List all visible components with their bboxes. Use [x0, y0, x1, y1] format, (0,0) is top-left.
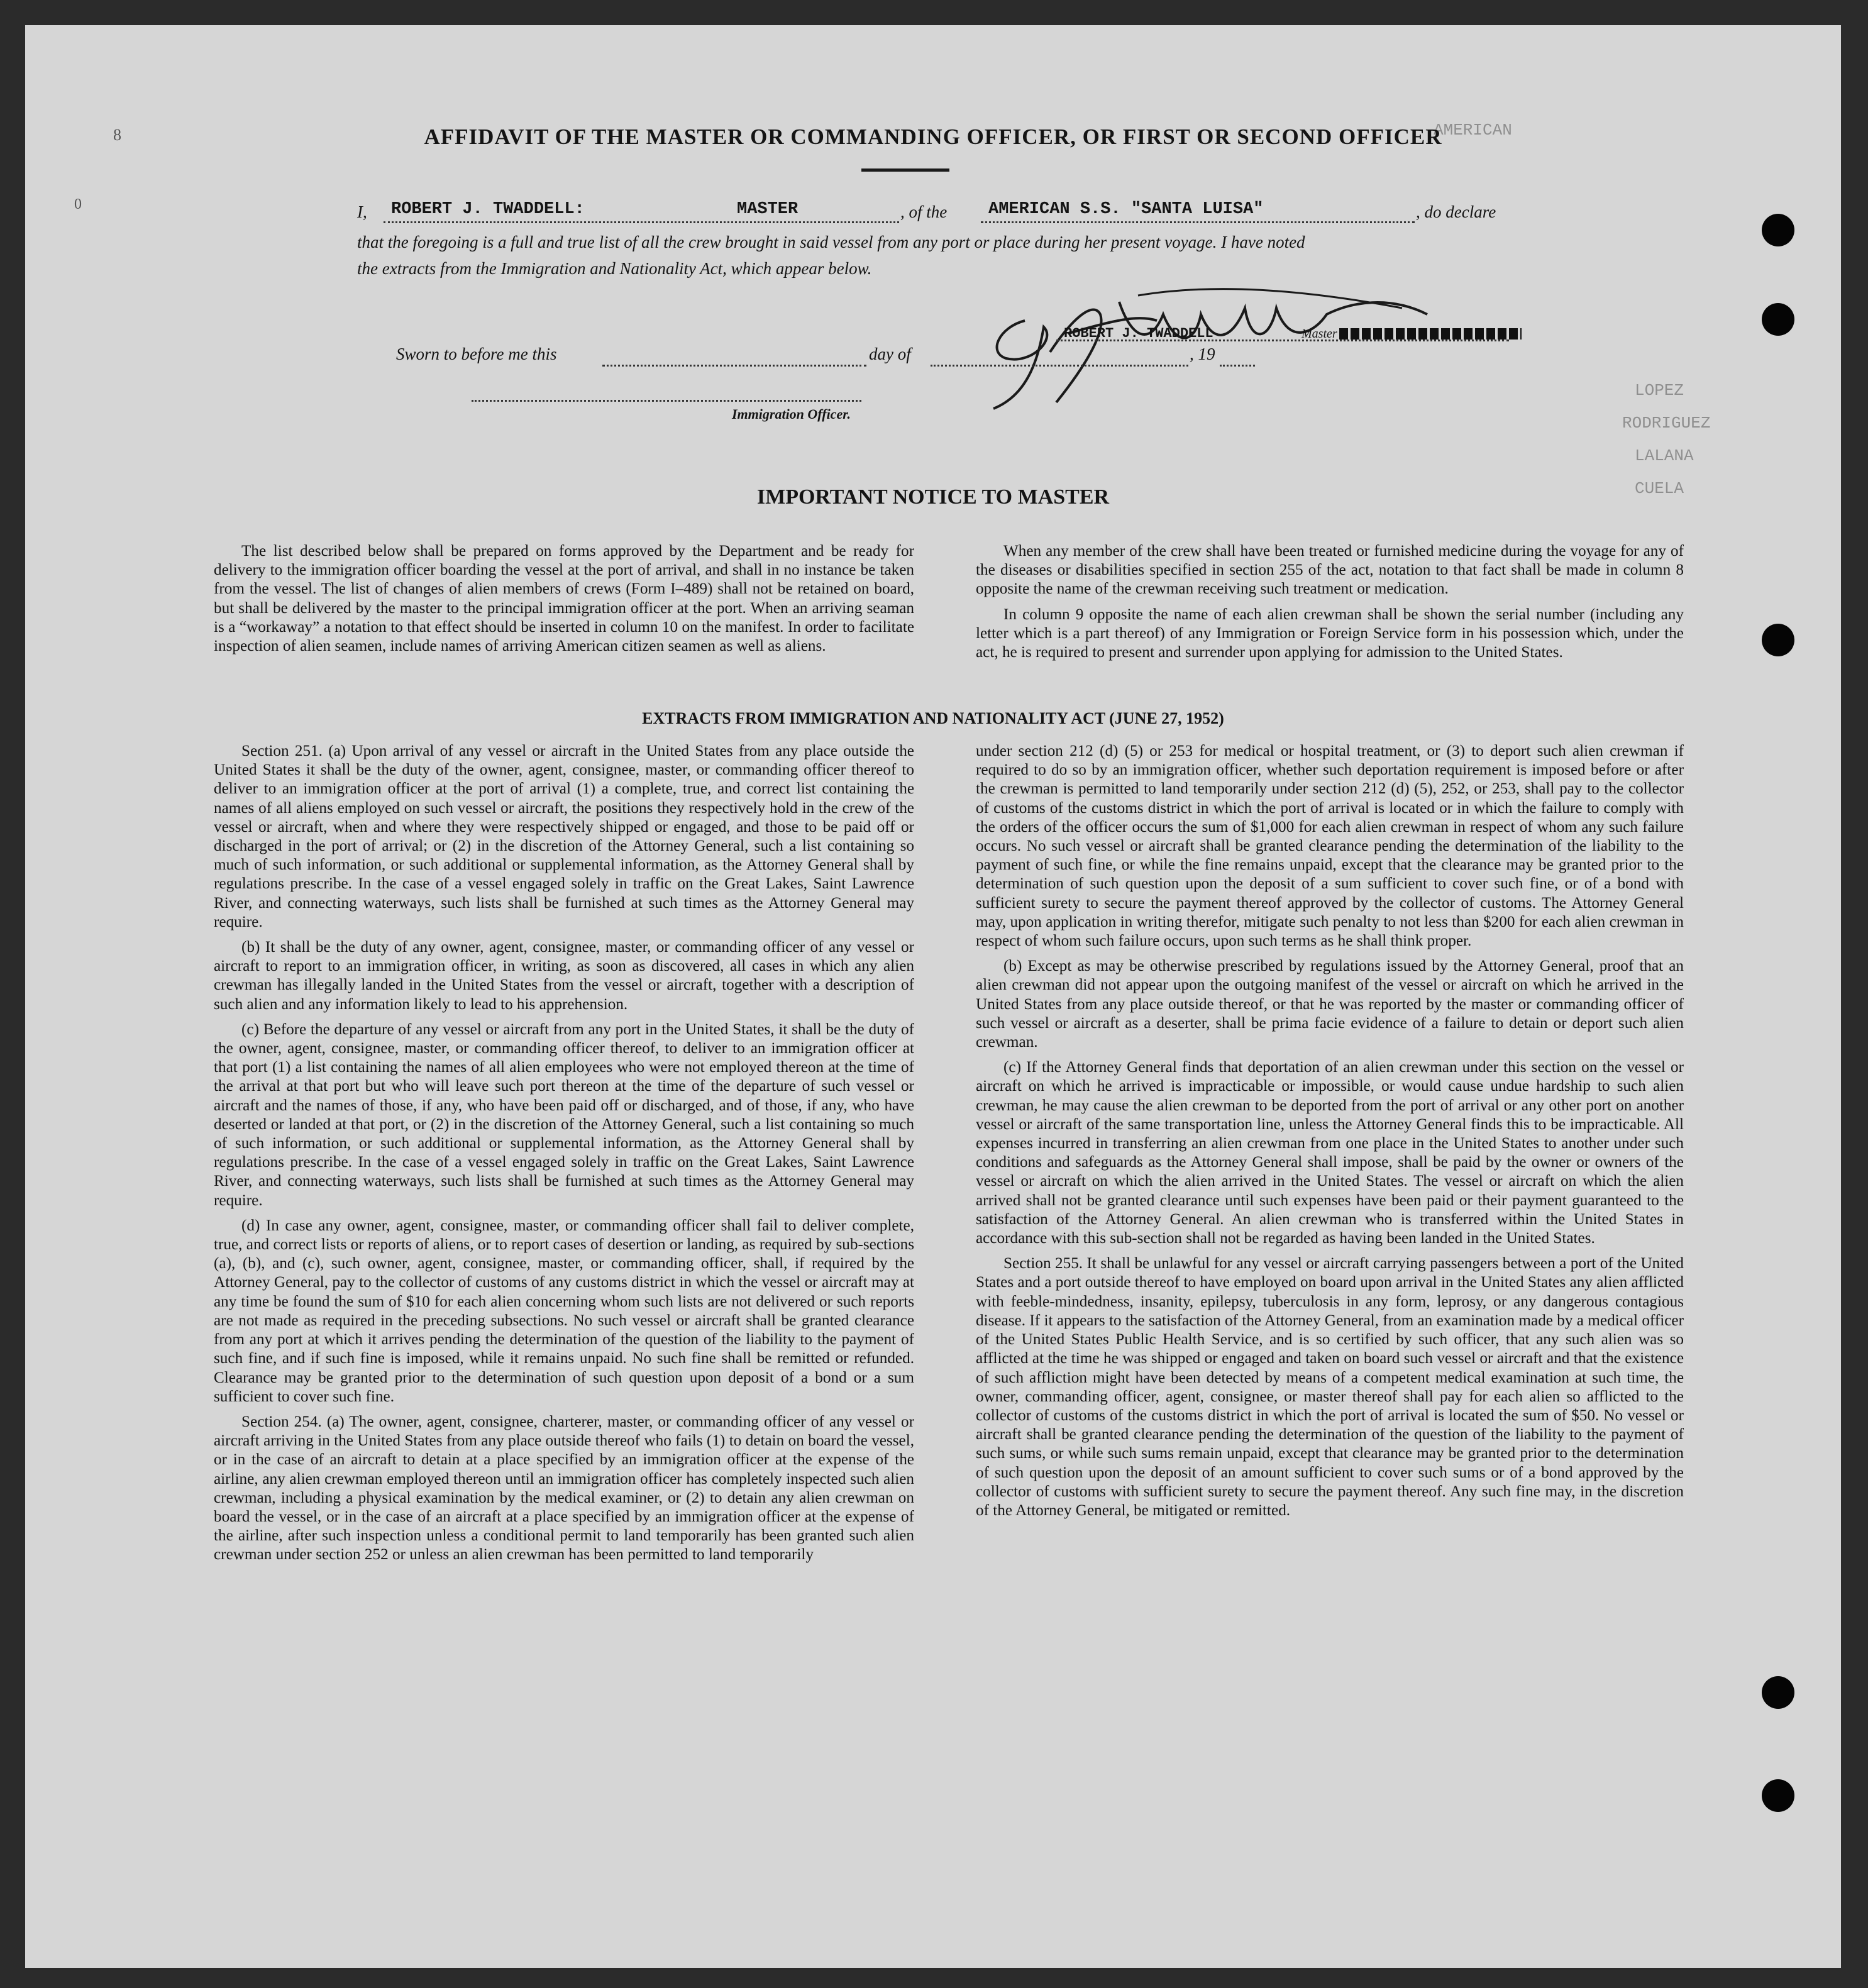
notice-right-column	[976, 542, 1684, 668]
of-the-label: , of the	[900, 202, 948, 221]
act-paragraph: (b) Except as may be otherwise prescribed by regulations issued by the Attorney General, proof that an alien crewman did not appear upon the outgoing manifest of the vessel or aircraft on which he arrived in the United States from any place outside thereof, or that he was reported by the master or commanding officer of such vessel or aircraft as a deserter, shall be prima facie evidence of a failure to detain or deport such alien crewman.	[976, 958, 1684, 1051]
notice-paragraph: In column 9 opposite the name of each alien crewman shall be shown the serial number (including any letter which is a part thereof) of any Immigration or Foreign Service form in his possession which, under the act, he is required to present and surrender upon applying for admission to the United States.	[976, 605, 1684, 661]
bleed-through-text: CUELA	[1635, 479, 1684, 498]
vessel-name: AMERICAN S.S. "SANTA LUISA"	[988, 200, 1264, 219]
notice-paragraph: When any member of the crew shall have been treated or furnished medicine during the voyage for any of the diseases or disabilities specified in section 255 of the act, notation to that fact shall be made in column 8 opposite the name of the crewman receiving such treatment or medication.	[976, 543, 1684, 598]
immigration-officer-label: Immigration Officer.	[732, 406, 851, 422]
act-paragraph: under section 212 (d) (5) or 253 for medical or hospital treatment, or (3) to deport such alien crewman if required to do so by an immigration officer, whether such deportation requirement is imposed before or after the crewman is permitted to land temporarily under section 212 (d) (5), 252, or 253, shall pay to the collector of customs of the customs district in which the port of arrival is located or in which the failure to comply with the orders of the officer occurs the sum of $1,000 for each alien crewman in respect of whom any such failure occurs. No such vessel or aircraft shall be granted clearance pending the determination of the liability to the payment of such fine, or while the fine remains unpaid, except that the clearance may be granted prior to the determination of such question upon the deposit of a sum sufficient to cover such fine, or of a bond with sufficient surety to secure the payment thereof approved by the collector of customs. The Attorney General may, upon application in writing therefor, mitigate such penalty to not less than $200 for each alien crewman in respect of whom such failure occurs, upon such terms as he shall think proper.	[976, 743, 1684, 950]
act-paragraph: Section 251. (a) Upon arrival of any vessel or aircraft in the United States from any place outside the United States it shall be the duty of the owner, agent, consignee, master, or commanding officer thereof to deliver to an immigration officer at the port of arrival (1) a complete, true, and correct list containing the names of all aliens employed on such vessel or aircraft, the positions they respectively hold in the crew of the vessel or aircraft, when and where they were respectively shipped or engaged, and those to be paid off or discharged in the port of arrival; or (2) in the discretion of the Attorney General, such a list containing so much of such information, or such additional or supplemental information, as the Attorney General shall by regulations prescribe. In the case of a vessel engaged solely in traffic on the Great Lakes, Saint Lawrence River, and connecting waterways, such lists shall be furnished at such times as the Attorney General may require.	[214, 743, 914, 930]
notice-paragraph: The list described below shall be prepared on forms approved by the Department and be ready for delivery to the immigration officer boarding the vessel at the port of arrival, and shall in no instance be taken from the vessel. The list of changes of alien members of crews (Form I–489) shall not be retained on board, but shall be delivered by the master to the principal immigration officer at the port. When an arriving seaman is a “workaway” a notation to that effect should be inserted in column 10 on the manifest. In order to facilitate inspection of alien seamen, include names of arriving American citizen seamen as well as aliens.	[214, 543, 914, 655]
vessel-field-line	[981, 221, 1415, 223]
sworn-day-line	[602, 365, 866, 367]
signature-printed-name: ROBERT J. TWADDELL	[1064, 326, 1213, 341]
notice-left-column	[214, 542, 914, 662]
sworn-lead: Sworn to before me this	[396, 345, 557, 363]
affidavit-lead: I,	[357, 202, 367, 221]
master-name: ROBERT J. TWADDELL:	[391, 200, 585, 219]
do-declare-label: , do declare	[1416, 202, 1496, 221]
act-paragraph: (c) Before the departure of any vessel or aircraft from any port in the United States, it shall be the duty of the owner, agent, consignee, master, or commanding officer thereof, to deliver to an immigration officer at that port (1) a list containing the names of all alien employees who were not employed thereon at the time of the arrival at that port but who will leave such port thereon at the time of the departure of such vessel or aircraft and the names of those, if any, who have been paid off or discharged, and of those, if any, who have deserted or landed at that port, or (2) in the discretion of the Attorney General, such a list containing so much of such information, or such additional or supplemental information, as the Attorney General shall by regulations prescribe. In the case of a vessel engaged solely in traffic on the Great Lakes, Saint Lawrence River, and connecting waterways, such lists shall be furnished at such times as the Attorney General may require.	[214, 1020, 914, 1209]
sworn-month-line	[931, 365, 1188, 367]
notice-title: IMPORTANT NOTICE TO MASTER	[756, 485, 1110, 509]
master-rank: MASTER	[737, 200, 799, 219]
punch-hole	[1762, 303, 1794, 336]
document-title: AFFIDAVIT OF THE MASTER OR COMMANDING OFFICER, OR FIRST OR SECOND OFFICER	[424, 124, 1442, 149]
title-rule	[861, 168, 949, 172]
act-paragraph: Section 254. (a) The owner, agent, consignee, charterer, master, or commanding officer of any vessel or aircraft arriving in the United States from any place outside thereof who fails (1) to detain on board the vessel, or in the case of an aircraft to detain at a place specified by an immigration officer at the expense of the airline, any alien crewman employed thereon until an immigration officer has completely inspected such alien crewman, including a physical examination by the medical examiner, or (2) to detain any alien crewman on board the vessel, or in the case of an aircraft at a place specified by an immigration officer at the expense of the airline, after such inspection unless a conditional permit to land temporarily has been granted such alien crewman under section 252 or unless an alien crewman has been permitted to land temporarily	[214, 1413, 914, 1564]
act-paragraph: (b) It shall be the duty of any owner, agent, consignee, master, or commanding officer of any vessel or aircraft to report to an immigration officer, in writing, as soon as discovered, all cases in which any alien crewman has illegally landed in the United States from the vessel or aircraft, together with a description of such alien and any information likely to lead to his apprehension.	[214, 939, 914, 1013]
extracts-title: EXTRACTS FROM IMMIGRATION AND NATIONALITY ACT (JUNE 27, 1952)	[642, 709, 1224, 727]
bleed-through-text: RODRIGUEZ	[1622, 414, 1711, 433]
day-of-label: day of	[869, 345, 911, 363]
sworn-year-line	[1220, 365, 1255, 367]
punch-hole	[1762, 624, 1794, 656]
document-page	[25, 25, 1841, 1968]
margin-mark: 8	[113, 126, 121, 144]
bleed-through-text: LALANA	[1635, 446, 1694, 465]
name-field-line	[384, 221, 899, 223]
punch-hole	[1762, 214, 1794, 246]
bleed-through-text: LOPEZ	[1635, 381, 1684, 400]
act-paragraph: (d) In case any owner, agent, consignee, master, or commanding officer shall fail to deliver complete, true, and correct lists or reports of aliens, or to report cases of desertion or landing, as required by sub-sections (a), (b), and (c), such owner, agent, consignee, master, or commanding officer, shall, if required by the Attorney General, pay to the collector of customs of any customs district in which the vessel or aircraft may at any time be found the sum of $10 for each alien concerning whom such lists are not delivered or such reports are not made as required in the preceding subsections. No such vessel or aircraft shall be granted clearance from any port at which it arrives pending the determination of the question of the liability to the payment of such fine, and if such fine is imposed, while it remains unpaid. No such fine shall be remitted or refunded. Clearance may be granted prior to the determination of such question upon deposit of a bond or a sum sufficient to cover such fine.	[214, 1217, 914, 1405]
punch-hole	[1762, 1676, 1794, 1709]
bleed-through-text: AMERICAN	[1434, 121, 1512, 140]
act-paragraph: Section 255. It shall be unlawful for any vessel or aircraft carrying passengers between a port of the United States and a port outside thereof to have employed on board upon arrival in the United States any alien afflicted with feeble-mindedness, insanity, epilepsy, tuberculosis in any form, leprosy, or any dangerous contagious disease. If it appears to the satisfaction of the Attorney General, from an examination made by a medical officer of the United States Public Health Service, and is so certified by such officer, that any such alien was so afflicted at the time he was shipped or engaged and taken on board such vessel or aircraft and that the existence of such affliction might have been detected by means of a competent medical examination at such time, the owner, commanding officer, agent, consignee, or master thereof shall pay for each alien so afflicted to the collector of customs of the customs district in which the port of arrival is located the sum of $50. No vessel or aircraft shall be granted clearance pending the determination of the question of the liability to the payment of such sums, or while such sums remain unpaid, except that clearance may be granted prior to the determination of such question upon the deposit of an amount sufficient to cover such sums or of a bond approved by the collector of customs with sufficient surety to secure the payment thereof. Any such fine may, in the discretion of the Attorney General, be mitigated or remitted.	[976, 1255, 1684, 1519]
struck-out-text	[1339, 328, 1522, 340]
margin-mark: 0	[74, 196, 82, 213]
year-prefix: , 19	[1190, 345, 1215, 363]
signature-title: Master	[1302, 327, 1337, 341]
affidavit-statement-line-1: that the foregoing is a full and true list of all the crew brought in said vessel from any port or place during her present voyage. I have noted	[357, 233, 1305, 251]
affidavit-statement-line-2: the extracts from the Immigration and Nationality Act, which appear below.	[357, 259, 872, 278]
extracts-right-column	[976, 742, 1684, 1527]
immigration-officer-line	[472, 400, 861, 402]
act-paragraph: (c) If the Attorney General finds that deportation of an alien crewman under this section on the vessel or aircraft on which he arrived is impracticable or impossible, or would cause undue hardship to such alien crewman, he may cause the alien crewman to be deported from the port of arrival or any other port on another vessel or aircraft of the same transportation line, unless the Attorney General finds this to be impracticable. All expenses incurred in transferring an alien crewman from one place in the United States to another under such conditions and safeguards as the Attorney General shall impose, shall be paid by the owner or owners of the vessel or aircraft on which the alien arrived in the United States. The vessel or aircraft on which the alien arrived shall not be granted clearance until such expenses have been paid or their payment guaranteed to the satisfaction of the Attorney General. An alien crewman who is transferred within the United States in accordance with this sub-section shall not be regarded as having been landed in the United States.	[976, 1059, 1684, 1247]
extracts-left-column	[214, 742, 914, 1571]
punch-hole	[1762, 1779, 1794, 1812]
